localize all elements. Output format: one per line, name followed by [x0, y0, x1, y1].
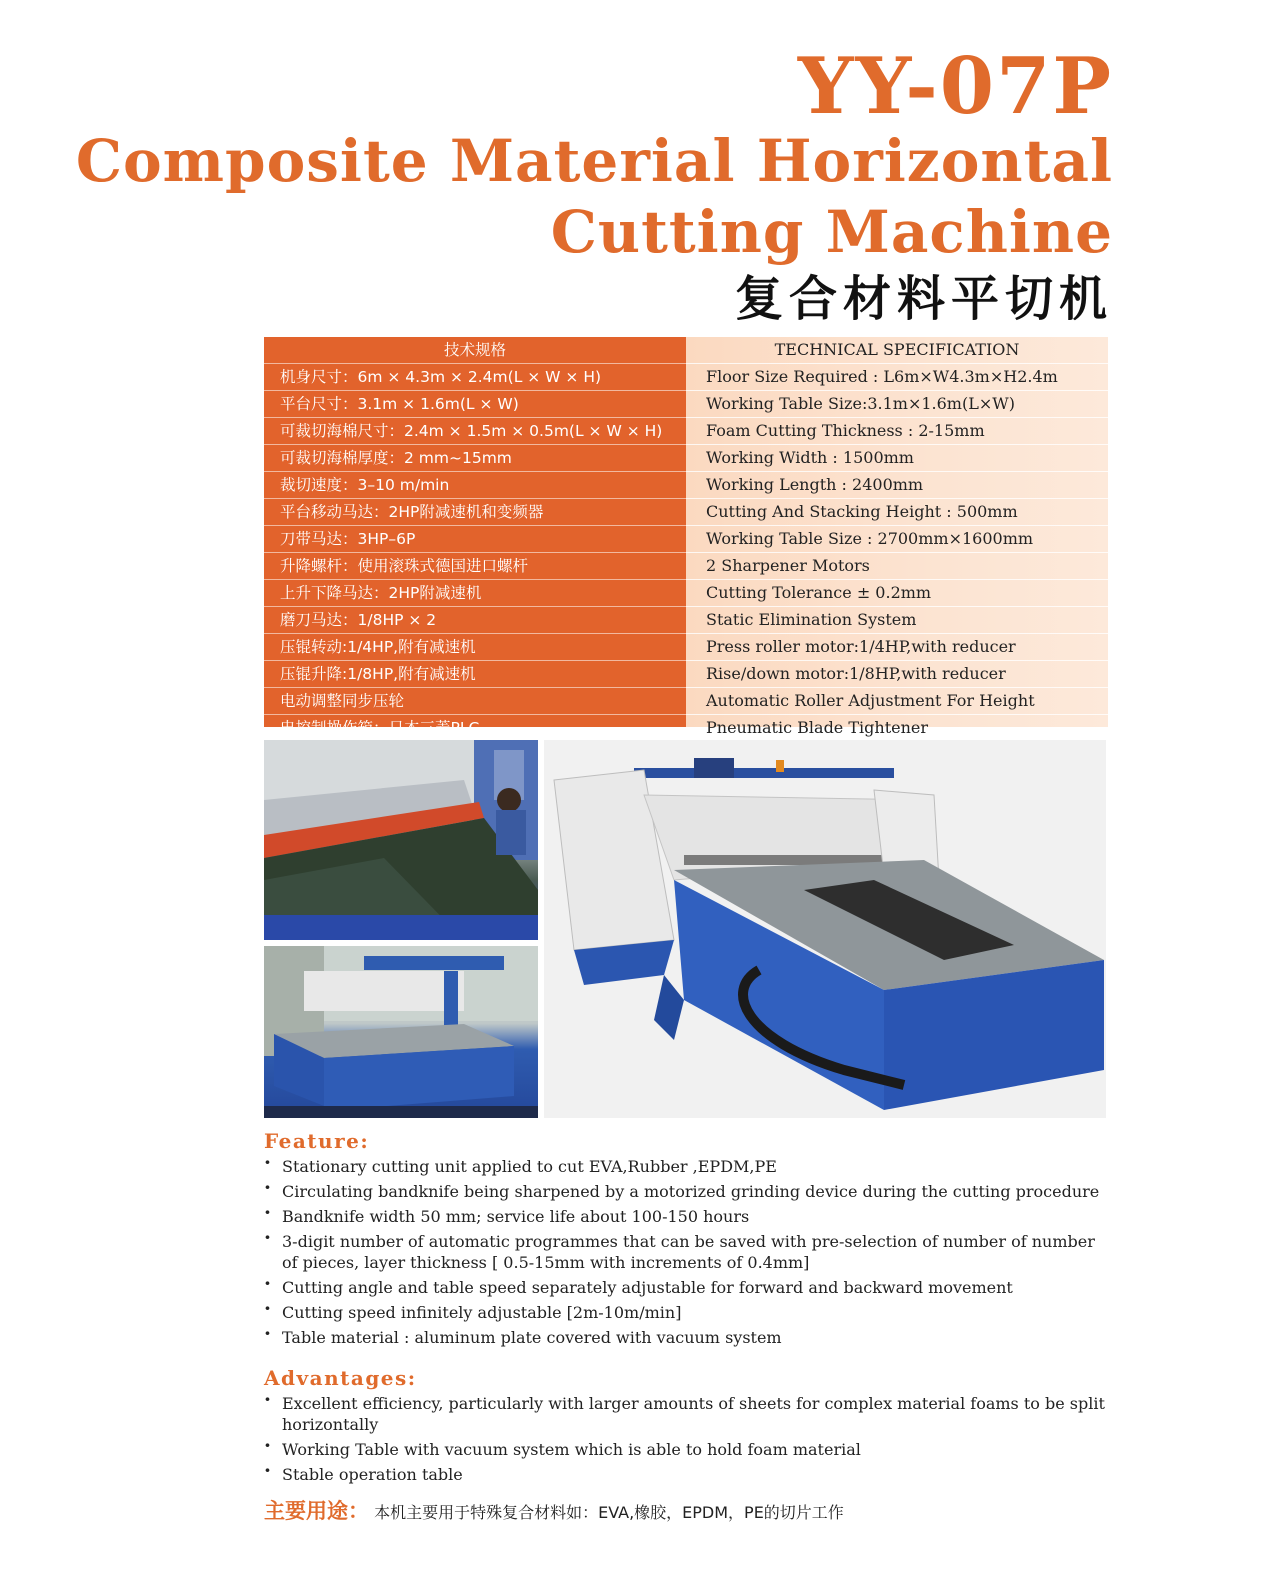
spec-en-row: Working Table Size : 2700mm×1600mm	[686, 526, 1108, 553]
machine-workshop-illustration	[264, 946, 538, 1118]
feature-list	[264, 1156, 1114, 1352]
feature-item: · Circulating bandknife being sharpened by a motorized grinding device during the cutting procedure	[264, 1181, 1114, 1202]
spec-table-cn	[264, 337, 686, 737]
usage-label: 主要用途：	[264, 1499, 369, 1523]
feature-heading: Feature:	[264, 1129, 370, 1153]
spec-en-row: Working Width : 1500mm	[686, 445, 1108, 472]
feature-item: · Bandknife width 50 mm; service life about 100-150 hours	[264, 1206, 1114, 1227]
advantage-item: · Excellent efficiency, particularly with larger amounts of sheets for complex material foams to be split horizontally	[264, 1393, 1114, 1435]
machine-photo-closeup	[264, 740, 538, 940]
spec-cn-row: 升降螺杆：使用滚珠式德国进口螺杆	[264, 553, 686, 580]
advantage-item: · Stable operation table	[264, 1464, 1114, 1485]
spec-en-row: Automatic Roller Adjustment For Height	[686, 688, 1108, 715]
spec-en-row: Cutting And Stacking Height : 500mm	[686, 499, 1108, 526]
advantage-item: · Working Table with vacuum system which is able to hold foam material	[264, 1439, 1114, 1460]
spec-cn-row: 磨刀马达：1/8HP × 2	[264, 607, 686, 634]
spec-en-row: Pneumatic Blade Tightener	[686, 715, 1108, 742]
spec-cn-row: 电控制操作箱：日本三菱PLC	[264, 715, 686, 742]
spec-cn-header: 技术规格	[264, 337, 686, 364]
machine-photo-workshop	[264, 946, 538, 1118]
spec-en-row: 2 Sharpener Motors	[686, 553, 1108, 580]
feature-item: · Stationary cutting unit applied to cut EVA,Rubber ,EPDM,PE	[264, 1156, 1114, 1177]
spec-cn-row: 上升下降马达：2HP附减速机	[264, 580, 686, 607]
advantages-heading: Advantages:	[264, 1366, 417, 1390]
feature-item: · Cutting angle and table speed separately adjustable for forward and backward movement	[264, 1277, 1114, 1298]
feature-item: · 3-digit number of automatic programmes that can be saved with pre-selection of number of number of pieces, layer thickness [ 0.5-15mm with increments of 0.4mm]	[264, 1231, 1114, 1273]
spec-cn-row: 电动调整同步压轮	[264, 688, 686, 715]
spec-en-row: Rise/down motor:1/8HP,with reducer	[686, 661, 1108, 688]
spec-en-header: TECHNICAL SPECIFICATION	[686, 337, 1108, 364]
usage-text: 本机主要用于特殊复合材料如：EVA,橡胶，EPDM，PE的切片工作	[374, 1503, 844, 1522]
product-title-line1: Composite Material Horizontal	[75, 127, 1113, 195]
spec-en-row: Floor Size Required : L6m×W4.3m×H2.4m	[686, 364, 1108, 391]
spec-cn-row: 机身尺寸：6m × 4.3m × 2.4m(L × W × H)	[264, 364, 686, 391]
feature-item: · Cutting speed infinitely adjustable [2m-10m/min]	[264, 1302, 1114, 1323]
spec-en-row: Press roller motor:1/4HP,with reducer	[686, 634, 1108, 661]
spec-cn-row: 可裁切海棉厚度：2 mm~15mm	[264, 445, 686, 472]
product-title-line2: Cutting Machine	[550, 198, 1113, 266]
machine-photo-main	[544, 740, 1106, 1118]
spec-cn-row: 可裁切海棉尺寸：2.4m × 1.5m × 0.5m(L × W × H)	[264, 418, 686, 445]
spec-en-row: Cutting Tolerance ± 0.2mm	[686, 580, 1108, 607]
spec-cn-row: 刀带马达：3HP–6P	[264, 526, 686, 553]
machine-closeup-illustration	[264, 740, 538, 940]
spec-table-en	[686, 337, 1108, 737]
advantages-list	[264, 1393, 1114, 1489]
spec-table	[264, 337, 1108, 737]
spec-cn-row: 压锟转动:1/4HP,附有减速机	[264, 634, 686, 661]
model-number: YY-07P	[797, 41, 1113, 132]
spec-en-row: Working Table Size:3.1m×1.6m(L×W)	[686, 391, 1108, 418]
spec-cn-row: 平台尺寸：3.1m × 1.6m(L × W)	[264, 391, 686, 418]
product-title-cn: 复合材料平切机	[734, 271, 1113, 327]
spec-en-row: Static Elimination System	[686, 607, 1108, 634]
usage-line	[264, 1495, 844, 1525]
spec-cn-row: 平台移动马达：2HP附减速机和变频器	[264, 499, 686, 526]
spec-en-row: Working Length : 2400mm	[686, 472, 1108, 499]
feature-item: · Table material : aluminum plate covered with vacuum system	[264, 1327, 1114, 1348]
spec-en-row: Foam Cutting Thickness : 2-15mm	[686, 418, 1108, 445]
spec-cn-row: 压锟升降:1/8HP,附有减速机	[264, 661, 686, 688]
spec-cn-row: 裁切速度：3–10 m/min	[264, 472, 686, 499]
machine-main-illustration	[544, 740, 1106, 1118]
